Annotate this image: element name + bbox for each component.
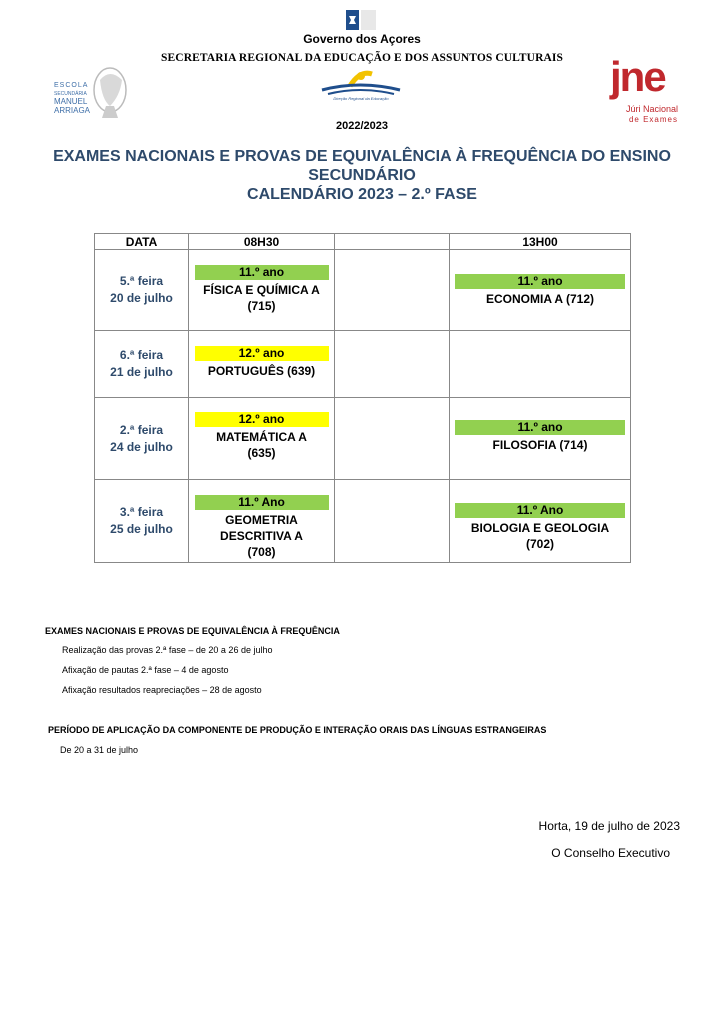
exam-code: (702) [525, 537, 554, 551]
jne-logo-line1: Júri Nacional [625, 104, 678, 114]
document-title: EXAMES NACIONAIS E PROVAS DE EQUIVALÊNCIA À FREQUÊNCIA DO ENSINO SECUNDÁRIO [53, 148, 671, 184]
year-badge: 11.º Ano [455, 503, 625, 518]
school-logo-line3: MANUEL [54, 97, 88, 106]
exam-name: FÍSICA E QUÍMICA A [203, 283, 320, 297]
weekday: 5.ª feira [119, 274, 164, 288]
table-row-date [94, 479, 189, 563]
school-logo [48, 66, 134, 118]
jne-logo-mark: jne [610, 53, 665, 100]
table-row-date [94, 397, 189, 480]
school-logo-line4: ARRIAGA [54, 106, 91, 115]
exam-name: GEOMETRIA [225, 513, 298, 527]
afternoon-exam-cell [449, 330, 631, 398]
header-afternoon: 13H00 [449, 233, 631, 250]
header-morning: 08H30 [188, 233, 335, 250]
date: 21 de julho [110, 365, 173, 379]
afternoon-exam-cell [449, 249, 631, 331]
school-logo-line2: SECUNDÁRIA [54, 91, 87, 97]
azores-government-logo [346, 10, 376, 30]
info-item: Afixação de pautas 2.ª fase – 4 de agosto [62, 665, 229, 675]
drec-logo-caption: Direção Regional da Educação [333, 96, 389, 101]
header-empty [334, 233, 450, 250]
info-item: De 20 a 31 de julho [60, 745, 139, 755]
date: 20 de julho [110, 291, 173, 305]
info-item: Afixação resultados reapreciações – 28 de agosto [62, 685, 262, 695]
morning-exam-cell [188, 479, 335, 563]
exam-name: MATEMÁTICA A [216, 430, 307, 444]
info-heading-oral: PERÍODO DE APLICAÇÃO DA COMPONENTE DE PRODUÇÃO E INTERAÇÃO ORAIS DAS LÍNGUAS ESTRANGEIRAS [48, 725, 547, 735]
exam-name: FILOSOFIA (714) [492, 438, 588, 452]
table-row-date [94, 330, 189, 398]
info-heading-exams: EXAMES NACIONAIS E PROVAS DE EQUIVALÊNCIA À FREQUÊNCIA [45, 626, 340, 636]
year-badge: 11.º ano [195, 265, 329, 280]
year-badge: 12.º ano [195, 346, 329, 361]
empty-cell [334, 397, 450, 480]
regional-education-directorate-logo [320, 68, 402, 104]
exam-code: (635) [247, 446, 276, 460]
school-year: 2022/2023 [336, 120, 388, 132]
afternoon-exam-cell [449, 479, 631, 563]
exam-code: (708) [247, 545, 276, 559]
calendar-title: CALENDÁRIO 2023 – 2.º FASE [247, 186, 477, 203]
exam-calendar-table [94, 233, 631, 563]
afternoon-exam-cell [449, 397, 631, 480]
exam-name: PORTUGUÊS (639) [207, 364, 316, 378]
date: 24 de julho [110, 439, 173, 454]
empty-cell [334, 330, 450, 398]
year-badge: 12.º ano [195, 412, 329, 427]
year-badge: 11.º Ano [195, 495, 329, 510]
date: 25 de julho [110, 522, 173, 536]
exam-name: ECONOMIA A (712) [485, 292, 594, 306]
header-date: DATA [94, 233, 189, 250]
table-row-date [94, 249, 189, 331]
signature: O Conselho Executivo [551, 846, 670, 860]
weekday: 3.ª feira [119, 505, 164, 519]
morning-exam-cell [188, 330, 335, 398]
morning-exam-cell [188, 249, 335, 331]
jne-logo-line2: de Exames [628, 115, 678, 124]
morning-exam-cell [188, 397, 335, 480]
weekday: 2.ª feira [119, 422, 164, 437]
government-name: Governo dos Açores [303, 32, 421, 46]
jne-logo [604, 53, 684, 128]
year-badge: 11.º ano [455, 420, 625, 435]
info-item: Realização das provas 2.ª fase – de 20 a 26 de julho [62, 645, 273, 655]
place-and-date: Horta, 19 de julho de 2023 [538, 819, 680, 833]
empty-cell [334, 249, 450, 331]
empty-cell [334, 479, 450, 563]
exam-name: BIOLOGIA E GEOLOGIA [470, 521, 610, 535]
year-badge: 11.º ano [455, 274, 625, 289]
exam-name-line2: DESCRITIVA A [220, 529, 303, 543]
exam-code: (715) [247, 299, 276, 313]
weekday: 6.ª feira [119, 348, 164, 362]
school-logo-line1: ESCOLA [54, 82, 89, 89]
secretariat-name: SECRETARIA REGIONAL DA EDUCAÇÃO E DOS ASSUNTOS CULTURAIS [161, 52, 563, 64]
